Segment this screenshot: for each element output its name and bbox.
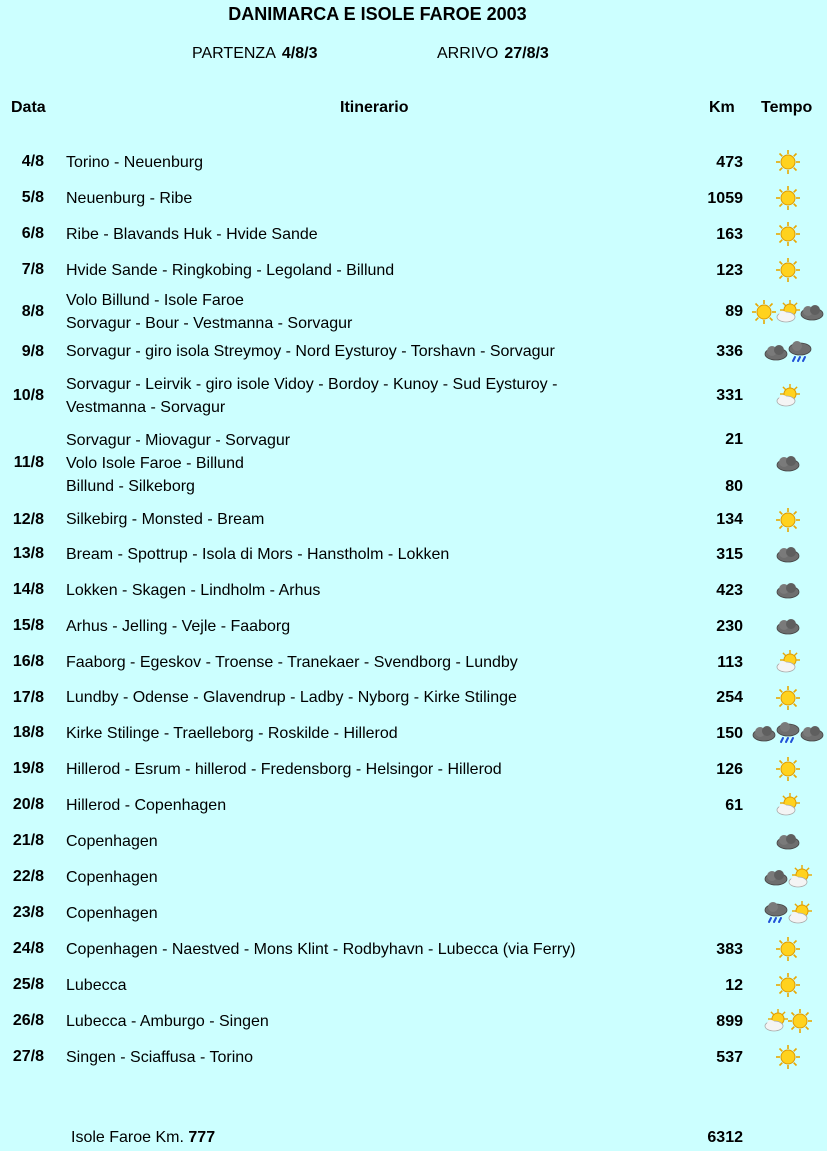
km-value: 123 — [716, 261, 743, 279]
row-itinerary — [66, 216, 318, 252]
itinerary-line: Singen - Sciaffusa - Torino — [66, 1048, 254, 1066]
itinerary-line: Lokken - Skagen - Lindholm - Arhus — [66, 581, 321, 599]
row-itinerary — [66, 288, 352, 335]
partly-cloudy-icon — [775, 792, 801, 818]
row-km — [695, 144, 743, 180]
row-date: 24/8 — [12, 940, 44, 957]
cloud-icon — [775, 450, 801, 476]
sun-icon — [775, 257, 801, 283]
itinerary-line: Copenhagen — [66, 868, 158, 886]
sun-icon — [775, 185, 801, 211]
row-weather — [748, 288, 827, 335]
row-date: 25/8 — [12, 976, 44, 993]
itinerary-line: Copenhagen — [66, 832, 158, 850]
row-km — [695, 859, 743, 895]
itinerary-line: Lubecca - Amburgo - Singen — [66, 1012, 269, 1030]
itinerary-line: Sorvagur - giro isola Streymoy - Nord Eysturoy - Torshavn - Sorvagur — [66, 343, 555, 360]
itinerary-line: Hvide Sande - Ringkobing - Legoland - Billund — [66, 261, 395, 279]
cloud-icon — [751, 720, 777, 746]
row-date: 19/8 — [12, 760, 44, 777]
km-value: 21 — [725, 431, 743, 448]
table-row — [0, 503, 827, 536]
row-weather — [748, 859, 827, 895]
row-itinerary — [66, 859, 158, 895]
km-value: 899 — [716, 1012, 743, 1030]
table-row — [0, 423, 827, 503]
grand-total-km: 6312 — [707, 1129, 743, 1146]
itinerary-line: Billund - Silkeborg — [66, 477, 195, 495]
itinerary-line: Faaborg - Egeskov - Troense - Tranekaer - Svendborg - Lundby — [66, 653, 518, 671]
table-row — [0, 335, 827, 368]
row-itinerary — [66, 252, 394, 288]
row-weather — [748, 751, 827, 787]
itinerary-line: Hillerod - Esrum - hillerod - Fredensborg - Helsingor - Hillerod — [66, 760, 502, 778]
row-itinerary — [66, 335, 555, 368]
row-date: 15/8 — [12, 617, 44, 634]
row-itinerary — [66, 715, 398, 751]
row-km — [695, 823, 743, 859]
table-row — [0, 751, 827, 787]
table-row — [0, 608, 827, 644]
row-km — [695, 180, 743, 216]
table-row — [0, 144, 827, 180]
row-itinerary — [66, 144, 203, 180]
sun-icon — [775, 149, 801, 175]
itinerary-line: Volo Isole Faroe - Billund — [66, 454, 244, 472]
row-date: 14/8 — [12, 581, 44, 598]
sun-icon — [751, 299, 777, 325]
row-date: 5/8 — [21, 189, 44, 206]
row-weather — [748, 823, 827, 859]
itinerary-line: Copenhagen — [66, 904, 158, 922]
row-weather — [748, 967, 827, 1003]
arrival-label: ARRIVO — [437, 45, 499, 62]
row-weather — [748, 931, 827, 967]
cloud-icon — [775, 541, 801, 567]
table-row — [0, 680, 827, 715]
km-value: 423 — [716, 581, 743, 599]
itinerary-line: Sorvagur - Miovagur - Sorvagur — [66, 431, 291, 449]
row-weather — [748, 368, 827, 423]
faroe-total-km: 777 — [188, 1129, 216, 1146]
row-weather — [748, 335, 827, 368]
row-km — [695, 288, 743, 335]
table-row — [0, 1039, 827, 1075]
partly-cloudy-icon — [775, 383, 801, 409]
km-value: 336 — [716, 343, 743, 360]
row-weather — [748, 1003, 827, 1039]
sun-icon — [775, 221, 801, 247]
faroe-total — [71, 1129, 215, 1147]
table-row — [0, 216, 827, 252]
cloud-icon — [763, 864, 789, 890]
km-value: 254 — [716, 689, 743, 706]
itinerary-line: Copenhagen - Naestved - Mons Klint - Rodbyhavn - Lubecca (via Ferry) — [66, 940, 576, 958]
itinerary-line: Silkebirg - Monsted - Bream — [66, 511, 265, 528]
row-itinerary — [66, 608, 290, 644]
row-weather — [748, 216, 827, 252]
km-value: 80 — [725, 478, 743, 495]
sun-icon — [775, 507, 801, 533]
rain-icon — [787, 339, 813, 365]
row-km — [695, 787, 743, 823]
partly-cloudy-icon — [787, 864, 813, 890]
itinerary-line: Torino - Neuenburg — [66, 153, 203, 171]
itinerary-line: Volo Billund - Isole Faroe — [66, 291, 244, 309]
km-value: 89 — [725, 303, 743, 320]
row-km — [695, 1039, 743, 1075]
row-itinerary — [66, 1039, 253, 1075]
table-row — [0, 252, 827, 288]
row-weather — [748, 503, 827, 536]
header-weather: Tempo — [761, 99, 813, 116]
itinerary-line: Lundby - Odense - Glavendrup - Ladby - Nyborg - Kirke Stilinge — [66, 689, 517, 706]
sun-icon — [775, 972, 801, 998]
row-weather — [748, 423, 827, 503]
page-title: DANIMARCA E ISOLE FAROE 2003 — [228, 4, 527, 24]
row-km — [695, 1003, 743, 1039]
row-km — [695, 895, 743, 931]
header-itinerary: Itinerario — [340, 99, 409, 116]
km-value: 537 — [716, 1048, 743, 1066]
itinerary-line: Ribe - Blavands Huk - Hvide Sande — [66, 225, 318, 243]
partly-cloudy-icon — [787, 900, 813, 926]
itinerary-line: Neuenburg - Ribe — [66, 189, 193, 207]
row-date: 17/8 — [12, 688, 44, 706]
table-row — [0, 1003, 827, 1039]
km-value: 163 — [716, 225, 743, 243]
row-date: 26/8 — [12, 1012, 44, 1029]
row-date: 4/8 — [21, 153, 44, 170]
row-itinerary — [66, 503, 264, 536]
table-row — [0, 787, 827, 823]
row-weather — [748, 680, 827, 715]
row-km — [695, 680, 743, 715]
itinerary-line: Bream - Spottrup - Isola di Mors - Hanstholm - Lokken — [66, 545, 450, 563]
row-weather — [748, 252, 827, 288]
arrival — [437, 45, 549, 63]
row-km — [695, 368, 743, 423]
row-itinerary — [66, 572, 320, 608]
row-km — [695, 967, 743, 1003]
departure — [192, 45, 317, 63]
row-itinerary — [66, 1003, 269, 1039]
km-value: 12 — [725, 976, 743, 994]
rain-icon — [775, 720, 801, 746]
row-itinerary — [66, 823, 158, 859]
cloud-icon — [775, 828, 801, 854]
row-weather — [748, 608, 827, 644]
table-row — [0, 180, 827, 216]
row-itinerary — [66, 180, 192, 216]
itinerary-line: Arhus - Jelling - Vejle - Faaborg — [66, 617, 291, 635]
row-weather — [748, 572, 827, 608]
sun-icon — [775, 936, 801, 962]
itinerary-line: Lubecca — [66, 976, 127, 994]
km-value: 331 — [716, 387, 743, 404]
row-itinerary — [66, 751, 502, 787]
itinerary-line: Hillerod - Copenhagen — [66, 796, 227, 814]
row-itinerary — [66, 644, 518, 680]
table-row — [0, 823, 827, 859]
table-row — [0, 368, 827, 423]
table-row — [0, 859, 827, 895]
row-date: 13/8 — [12, 545, 44, 562]
row-km — [695, 751, 743, 787]
arrival-date: 27/8/3 — [504, 45, 549, 62]
table-row — [0, 895, 827, 931]
row-date: 27/8 — [12, 1048, 44, 1065]
row-weather — [748, 144, 827, 180]
km-value: 383 — [716, 940, 743, 958]
row-km — [695, 608, 743, 644]
km-value: 315 — [716, 545, 743, 563]
table-row — [0, 931, 827, 967]
row-date: 6/8 — [21, 225, 44, 242]
table-row — [0, 288, 827, 335]
row-weather — [748, 536, 827, 572]
itinerary-line: Sorvagur - Leirvik - giro isole Vidoy - Bordoy - Kunoy - Sud Eysturoy - — [66, 375, 558, 393]
row-date: 8/8 — [21, 302, 44, 320]
km-value: 126 — [716, 760, 743, 778]
row-date: 9/8 — [21, 342, 44, 360]
itinerary-line: Kirke Stilinge - Traelleborg - Roskilde - Hillerod — [66, 724, 398, 742]
faroe-total-label: Isole Faroe Km. — [71, 1129, 184, 1146]
row-km — [695, 536, 743, 572]
row-km — [695, 572, 743, 608]
row-weather — [748, 895, 827, 931]
header-date: Data — [11, 99, 46, 116]
row-date: 20/8 — [12, 796, 44, 813]
partly-cloudy-icon — [775, 299, 801, 325]
row-date: 10/8 — [12, 386, 44, 404]
row-itinerary — [66, 368, 557, 423]
row-date: 11/8 — [13, 454, 44, 471]
km-value: 61 — [725, 796, 743, 814]
table-row — [0, 644, 827, 680]
table-row — [0, 967, 827, 1003]
row-km — [695, 931, 743, 967]
km-value: 473 — [716, 153, 743, 171]
row-itinerary — [66, 787, 226, 823]
km-value: 134 — [716, 511, 743, 528]
km-value: 1059 — [707, 189, 743, 207]
row-date: 18/8 — [12, 724, 44, 741]
departure-label: PARTENZA — [192, 45, 276, 62]
cloud-icon — [775, 613, 801, 639]
row-weather — [748, 787, 827, 823]
row-date: 16/8 — [12, 653, 44, 670]
row-date: 7/8 — [21, 261, 44, 278]
row-km — [695, 503, 743, 536]
itinerary-line: Sorvagur - Bour - Vestmanna - Sorvagur — [66, 314, 353, 332]
row-itinerary — [66, 536, 449, 572]
row-itinerary — [66, 423, 290, 503]
row-km — [695, 252, 743, 288]
rain-icon — [763, 900, 789, 926]
row-km — [695, 335, 743, 368]
km-value: 113 — [717, 653, 743, 671]
row-weather — [748, 715, 827, 751]
partly-cloudy-icon — [775, 649, 801, 675]
row-date: 12/8 — [12, 510, 44, 528]
row-km — [695, 216, 743, 252]
itinerary-table — [0, 144, 827, 1075]
km-value: 150 — [716, 724, 743, 742]
row-km — [695, 715, 743, 751]
row-km — [695, 423, 743, 503]
cloud-icon — [775, 577, 801, 603]
row-itinerary — [66, 967, 127, 1003]
row-date: 22/8 — [12, 868, 44, 885]
header-km: Km — [709, 99, 735, 116]
row-itinerary — [66, 931, 576, 967]
row-date: 21/8 — [12, 832, 44, 849]
departure-date: 4/8/3 — [281, 45, 318, 62]
row-itinerary — [66, 895, 158, 931]
sun-icon — [775, 685, 801, 711]
row-itinerary — [66, 680, 517, 715]
row-weather — [748, 180, 827, 216]
partly-cloudy-icon — [763, 1008, 789, 1034]
row-weather — [748, 1039, 827, 1075]
sun-icon — [787, 1008, 813, 1034]
cloud-icon — [763, 339, 789, 365]
km-value: 230 — [716, 617, 743, 635]
sun-icon — [775, 1044, 801, 1070]
row-weather — [748, 644, 827, 680]
table-row — [0, 715, 827, 751]
cloud-icon — [799, 720, 825, 746]
table-row — [0, 536, 827, 572]
sun-icon — [775, 756, 801, 782]
itinerary-line: Vestmanna - Sorvagur — [66, 398, 226, 416]
cloud-icon — [799, 299, 825, 325]
table-row — [0, 572, 827, 608]
row-km — [695, 644, 743, 680]
row-date: 23/8 — [12, 904, 44, 921]
